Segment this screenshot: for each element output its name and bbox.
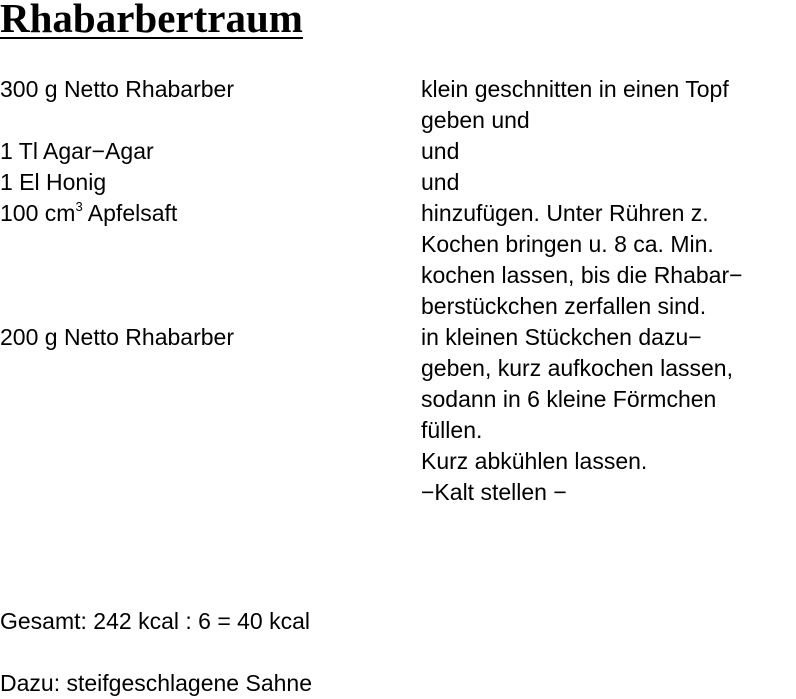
ingredient-apple-juice-name: Apfelsaft [82, 200, 178, 226]
ingredient-list [0, 74, 410, 353]
instruction-list [421, 74, 793, 508]
ingredient-honey: 1 El Honig [0, 169, 107, 195]
step-2-line-1: und [421, 138, 460, 164]
ingredient-apple-juice-unit-exponent: 3 [75, 199, 83, 214]
ingredient-apple-juice [0, 198, 410, 229]
step-4-line-3: kochen lassen, bis die Rhabar− [421, 262, 743, 288]
calorie-total: Gesamt: 242 kcal : 6 = 40 kcal [0, 608, 311, 634]
step-5-line-4: füllen. [421, 417, 483, 443]
step-5-line-1: in kleinen Stückchen dazu− [421, 324, 702, 350]
ingredient-rhubarb-first: 300 g Netto Rhabarber [0, 76, 234, 102]
step-5-line-6: −Kalt stellen − [421, 479, 567, 505]
step-5-line-2: geben, kurz aufkochen lassen, [421, 355, 733, 381]
step-4-line-1: hinzufügen. Unter Rühren z. [421, 200, 709, 226]
ingredient-agar: 1 Tl Agar−Agar [0, 138, 154, 164]
step-4-line-4: berstückchen zerfallen sind. [421, 293, 707, 319]
serving-suggestion: Dazu: steifgeschlagene Sahne [0, 670, 312, 696]
ingredient-spacer [0, 229, 410, 322]
step-5-line-3: sodann in 6 kleine Förmchen [421, 386, 717, 412]
step-4-line-2: Kochen bringen u. 8 ca. Min. [421, 231, 714, 257]
step-5-line-5: Kurz abkühlen lassen. [421, 448, 648, 474]
step-1-line-2: geben und [421, 107, 530, 133]
step-1-line-1: klein geschnitten in einen Topf [421, 76, 729, 102]
recipe-title: Rhabarbertraum [0, 0, 303, 41]
ingredient-apple-juice-amount: 100 cm [0, 200, 76, 226]
ingredient-spacer [0, 105, 410, 136]
step-3-line-1: und [421, 169, 460, 195]
ingredient-rhubarb-second: 200 g Netto Rhabarber [0, 324, 234, 350]
